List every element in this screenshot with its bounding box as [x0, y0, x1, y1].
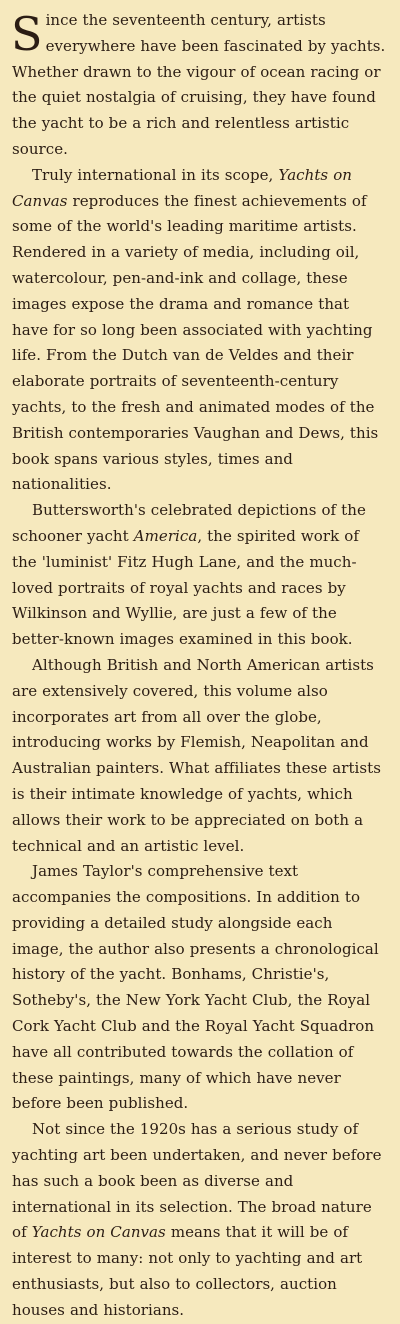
drop-cap: S: [11, 7, 43, 61]
book-title: Yachts on Canvas: [12, 165, 352, 210]
paragraph-intro: [12, 8, 386, 163]
paragraph-artists-text-after: , the spirited work of the 'luminist' Fitz Hugh Lane, and the much-loved portraits of royal yachts and races by Wilkinson and Wyllie, are just a few of the better-known images examined in this book.: [12, 526, 359, 649]
paragraph-scope: [12, 163, 386, 498]
book-title: Yachts on Canvas: [31, 1223, 166, 1242]
paragraph-conclusion-text-after: means that it will be of interest to many: not only to yachting and art enthusiasts, but also to collectors, auction houses and historians.: [12, 1223, 363, 1319]
paragraph-conclusion-text-before: Not since the 1920s has a serious study of yachting art been undertaken, and never before has such a book been as diverse and international in its selection. The broad nature of: [12, 1120, 382, 1242]
paragraph-scope-text-after: reproduces the finest achievements of some of the world's leading maritime artists. Rendered in a variety of media, including oil, watercolour, pen-and-ink and collage, these images expose the drama and romance that have for so long been associated with yachting life. From the Dutch van de Veldes and their elaborate portraits of seventeenth-century yachts, to the fresh and animated modes of the British contemporaries Vaughan and Dews, this book spans various styles, times and nationalities.: [12, 191, 379, 494]
paragraph-conclusion: [12, 1117, 386, 1323]
paragraph-intro-text: ince the seventeenth century, artists everywhere have been fascinated by yachts. Whether drawn to the vigour of ocean racing or the quiet nostalgia of cruising, they have found the yacht to be a rich and relentless artistic source.: [12, 11, 386, 158]
paragraph-coverage: Although British and North American artists are extensively covered, this volume also incorporates art from all over the globe, introducing works by Flemish, Neapolitan and Australian painters. What affiliates these artists is their intimate knowledge of yachts, which allows their work to be appreciated on both a technical and an artistic level.: [12, 655, 381, 855]
paragraph-artists: [12, 498, 386, 653]
paragraph-author: James Taylor's comprehensive text accompanies the compositions. In addition to providing a detailed study alongside each image, the author also presents a chronological history of the yacht. Bonhams, Christie's, Sotheby's, the New York Yacht Club, the Royal Cork Yacht Club and the Royal Yacht Squadron have all contributed towards the collation of these paintings, many of which have never before been published.: [12, 862, 379, 1113]
paragraph-artists-text-before: Buttersworth's celebrated depictions of the schooner yacht: [12, 501, 366, 545]
paragraph-scope-text-before: Truly international in its scope,: [32, 165, 279, 184]
yacht-name: America: [133, 526, 198, 545]
